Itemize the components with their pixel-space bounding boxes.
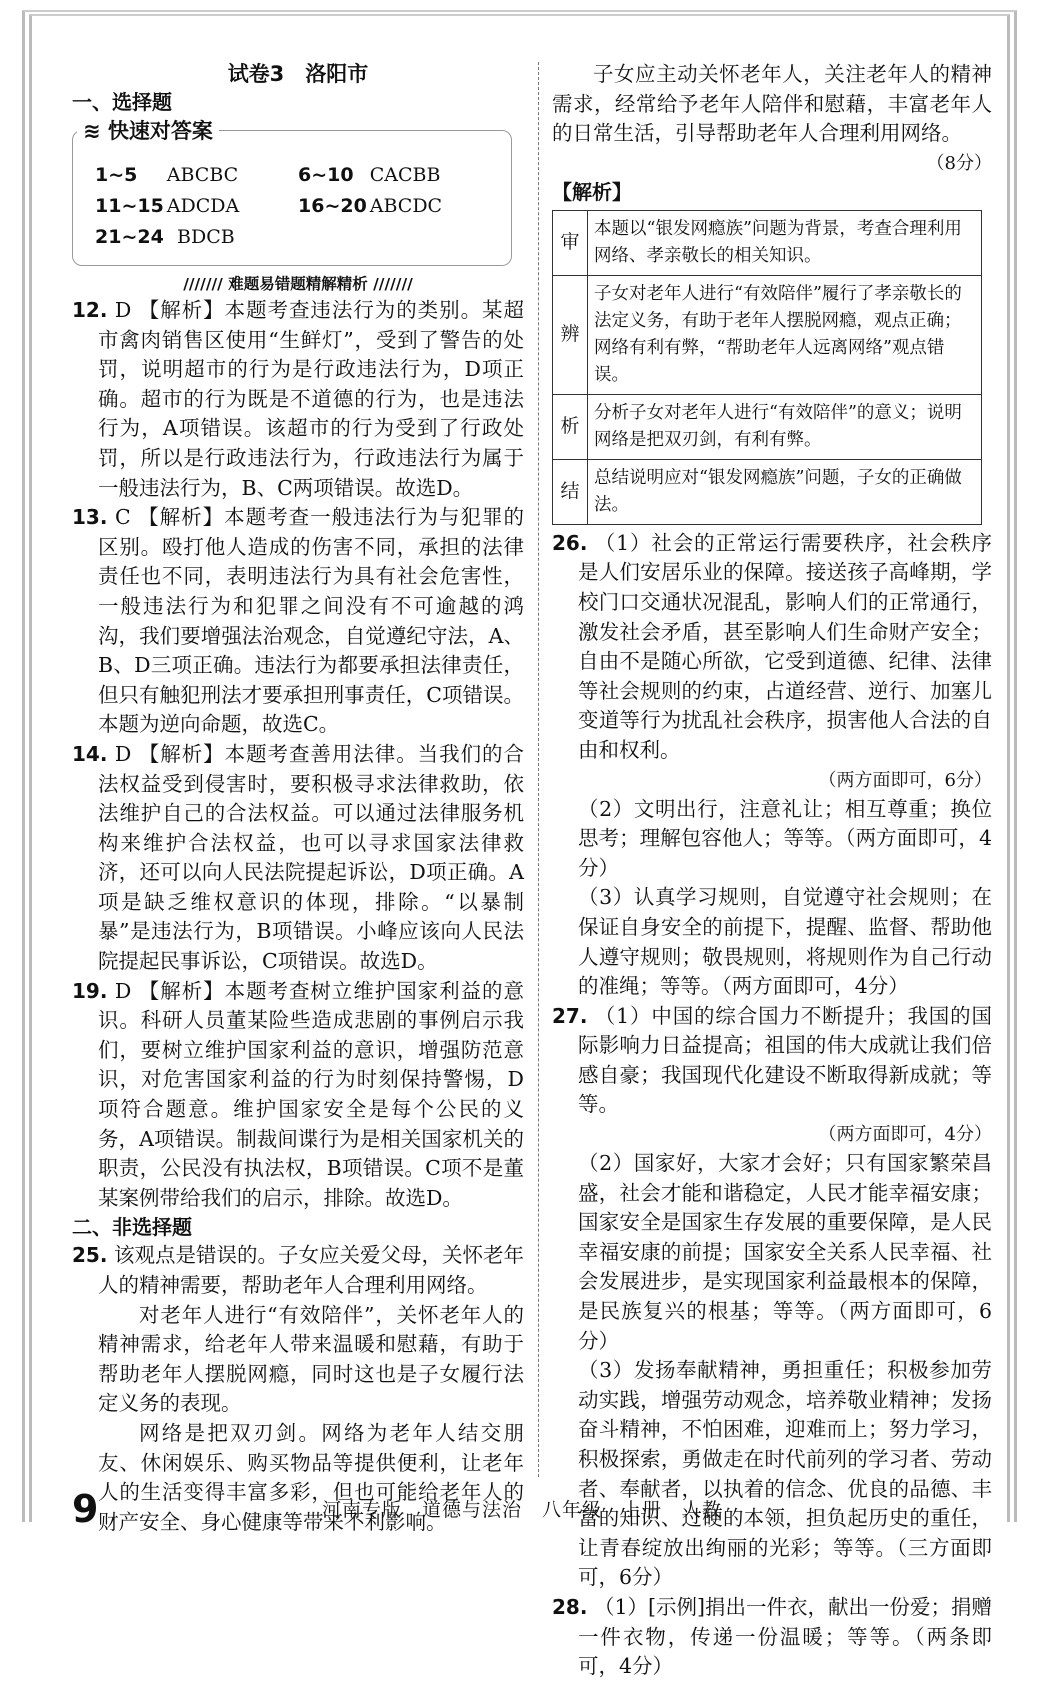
analysis-label: 【解析】: [552, 179, 632, 204]
question-26: [552, 529, 992, 1002]
question-paragraph: （3）发扬奉献精神，勇担重任；积极参加劳动实践，增强劳动观念，培养敬业精神；发扬奋斗精神，不怕困难，迎难而上；努力学习，积极探索，勇做走在时代前列的学习者、劳动者、奉献者，以执着的信念、优良的品德、丰富的知识、过硬的本领，担负起历史的重任，让青春绽放出绚丽的光彩；等等。（三方面即可，6分）: [578, 1358, 992, 1590]
answer-value: ABCBC: [166, 163, 239, 186]
answer-range: 11~15: [95, 194, 164, 217]
analysis-key: 审: [553, 210, 588, 275]
question-paragraph: （2）国家好，大家才会好；只有国家繁荣昌盛，社会才能和谐稳定，人民才能幸福安康；国家安全是国家生存发展的重要保障，是人民幸福安康的前提；国家安全关系人民幸福、社会发展进步，是实现国家利益最根本的保障，是民族复兴的根基；等等。（两方面即可，6分）: [578, 1151, 992, 1353]
page-footer: [72, 1487, 992, 1531]
section-choice-heading: 一、选择题: [72, 90, 172, 114]
answer-value: ABCDC: [369, 194, 443, 217]
answer-row: [95, 159, 501, 190]
question-paragraph: 网络是把双刃剑。网络为老年人结交朋友、休闲娱乐、购买物品等提供便利，让老年人的生活变得丰富多彩，但也可能给老年人的财产安全、身心健康等带来不利影响。: [98, 1420, 524, 1534]
question-paragraph: （2）文明出行，注意礼让；相互尊重；换位思考；理解包容他人；等等。（两方面即可，4分）: [578, 796, 992, 880]
question-text: C 【解析】本题考查一般违法行为与犯罪的区别。殴打他人造成的伤害不同，承担的法律责任也不同，表明违法行为具有社会危害性，一般违法行为和犯罪之间没有不可逾越的鸿沟，我们要增强法治观念，自觉遵纪守法，A、B、D三项正确。违法行为都要承担法律责任，但只有触犯刑法才要承担刑事责任，C项错误。本题为逆向命题，故选C。: [98, 505, 524, 737]
score-note: （两方面即可，4分）: [818, 1124, 992, 1146]
footer-text: 河南专版 道德与法治 八年级 上册 人教: [322, 1499, 723, 1521]
answer-range: 21~24: [95, 225, 164, 248]
answer-range: 6~10: [298, 163, 354, 186]
question-text: （1）[示例]捐出一件衣，献出一份爱；捐赠一件衣物，传递一份温暖；等等。（两条即可，4分）: [578, 1594, 993, 1679]
table-row: [553, 275, 982, 394]
answer-row: [95, 190, 501, 221]
question-number: 27.: [552, 1003, 588, 1028]
score-note: （8分）: [926, 152, 992, 174]
question-number: 12.: [72, 298, 108, 322]
answer-grid: [95, 159, 501, 252]
question-number: 28.: [552, 1594, 588, 1619]
question-number: 26.: [552, 530, 588, 555]
page-number: 9: [72, 1487, 99, 1531]
answer-value: CACBB: [369, 163, 441, 186]
answer-range: 16~20: [298, 194, 367, 217]
section-banner: /////// 难题易错题精解精析 ///////: [183, 275, 413, 293]
question-number: 19.: [72, 978, 108, 1003]
analysis-text: 子女对老年人进行“有效陪伴”履行了孝亲敬长的法定义务，有助于老年人摆脱网瘾，观点正确；网络有利有弊，“帮助老年人远离网络”观点错误。: [588, 275, 982, 394]
question-14: [72, 740, 524, 977]
question-text: 该观点是错误的。子女应关爱父母，关怀老年人的精神需要，帮助老年人合理利用网络。: [98, 1243, 524, 1297]
analysis-key: 结: [553, 459, 588, 524]
question-text: （1）社会的正常运行需要秩序，社会秩序是人们安居乐业的保障。接送孩子高峰期，学校门口交通状况混乱，影响人们的正常通行，激发社会矛盾，甚至影响人们生命财产安全；自由不是随心所欲，它受到道德、纪律、法律等社会规则的约束，占道经营、逆行、加塞儿变道等行为扰乱社会秩序，损害他人合法的自由和权利。: [578, 530, 992, 762]
answer-value: ADCDA: [166, 194, 240, 217]
column-divider: [538, 62, 539, 1477]
score-note: （两方面即可，6分）: [818, 769, 992, 791]
question-19: [72, 977, 524, 1214]
section-nonchoice-heading: 二、非选择题: [72, 1215, 192, 1240]
table-row: [553, 394, 982, 459]
question-number: 25.: [72, 1243, 108, 1268]
analysis-key: 析: [553, 394, 588, 459]
question-28: [552, 1593, 992, 1682]
quick-answer-box: [72, 119, 512, 266]
question-paragraph: （3）认真学习规则，自觉遵守社会规则；在保证自身安全的前提下，提醒、监督、帮助他人遵守规则；敬畏规则，将规则作为自己行动的准绳；等等。（两方面即可，4分）: [578, 885, 992, 999]
question-paragraph: 子女应主动关怀老年人，关注老年人的精神需求，经常给予老年人陪伴和慰藉，丰富老年人的日常生活，引导帮助老年人合理利用网络。: [552, 62, 992, 146]
question-13: [72, 503, 524, 740]
analysis-key: 辨: [553, 275, 588, 394]
question-text: （1）中国的综合国力不断提升；我国的国际影响力日益提高；祖国的伟大成就让我们倍感自豪；我国现代化建设不断取得新成就；等等。: [578, 1003, 992, 1117]
left-column: [72, 60, 524, 1537]
analysis-table: [552, 210, 982, 525]
answer-range: 1~5: [95, 163, 138, 186]
question-text: D 【解析】本题考查树立维护国家利益的意识。科研人员董某险些造成悲剧的事例启示我们，要树立维护国家利益的意识，增强防范意识，对危害国家利益的行为时刻保持警惕，D项符合题意。维护国家安全是每个公民的义务，A项错误。制裁间谍行为是相关国家机关的职责，公民没有执法权，B项错误。C项不是董某案例带给我们的启示，排除。故选D。: [98, 978, 524, 1210]
analysis-text: 总结说明应对“银发网瘾族”问题，子女的正确做法。: [588, 459, 982, 524]
answer-row: [95, 221, 501, 252]
question-text: D 【解析】本题考查违法行为的类别。某超市禽肉销售区使用“生鲜灯”，受到了警告的处罚，说明超市的行为是行政违法行为，D项正确。超市的行为既是不道德的行为，也是违法行为，A项错误。该超市的行为受到了行政处罚，所以是行政违法行为，行政违法行为属于一般违法行为，B、C两项错误。故选D。: [98, 298, 524, 500]
right-column: [552, 60, 992, 1682]
table-row: [553, 210, 982, 275]
question-number: 13.: [72, 505, 108, 530]
quick-answer-title: ≋ 快速对答案: [77, 115, 219, 145]
analysis-text: 分析子女对老年人进行“有效陪伴”的意义；说明网络是把双刃剑，有利有弊。: [588, 394, 982, 459]
answer-value: BDCB: [177, 225, 235, 248]
table-row: [553, 459, 982, 524]
question-text: D 【解析】本题考查善用法律。当我们的合法权益受到侵害时，要积极寻求法律救助，依法维护自己的合法权益。可以通过法律服务机构来维护合法权益，也可以寻求国家法律救济，还可以向人民法院提起诉讼，D项正确。A项是缺乏维权意识的体现，排除。“以暴制暴”是违法行为，B项错误。小峰应该向人民法院提起民事诉讼，C项错误。故选D。: [98, 741, 524, 974]
question-number: 14.: [72, 741, 108, 766]
question-paragraph: 对老年人进行“有效陪伴”，关怀老年人的精神需求，给老年人带来温暖和慰藉，有助于帮助老年人摆脱网瘾，同时这也是子女履行法定义务的表现。: [98, 1302, 524, 1416]
page-title: 试卷3 洛阳市: [227, 62, 369, 86]
analysis-text: 本题以“银发网瘾族”问题为背景，考查合理利用网络、孝亲敬长的相关知识。: [588, 210, 982, 275]
question-12: [72, 296, 524, 503]
